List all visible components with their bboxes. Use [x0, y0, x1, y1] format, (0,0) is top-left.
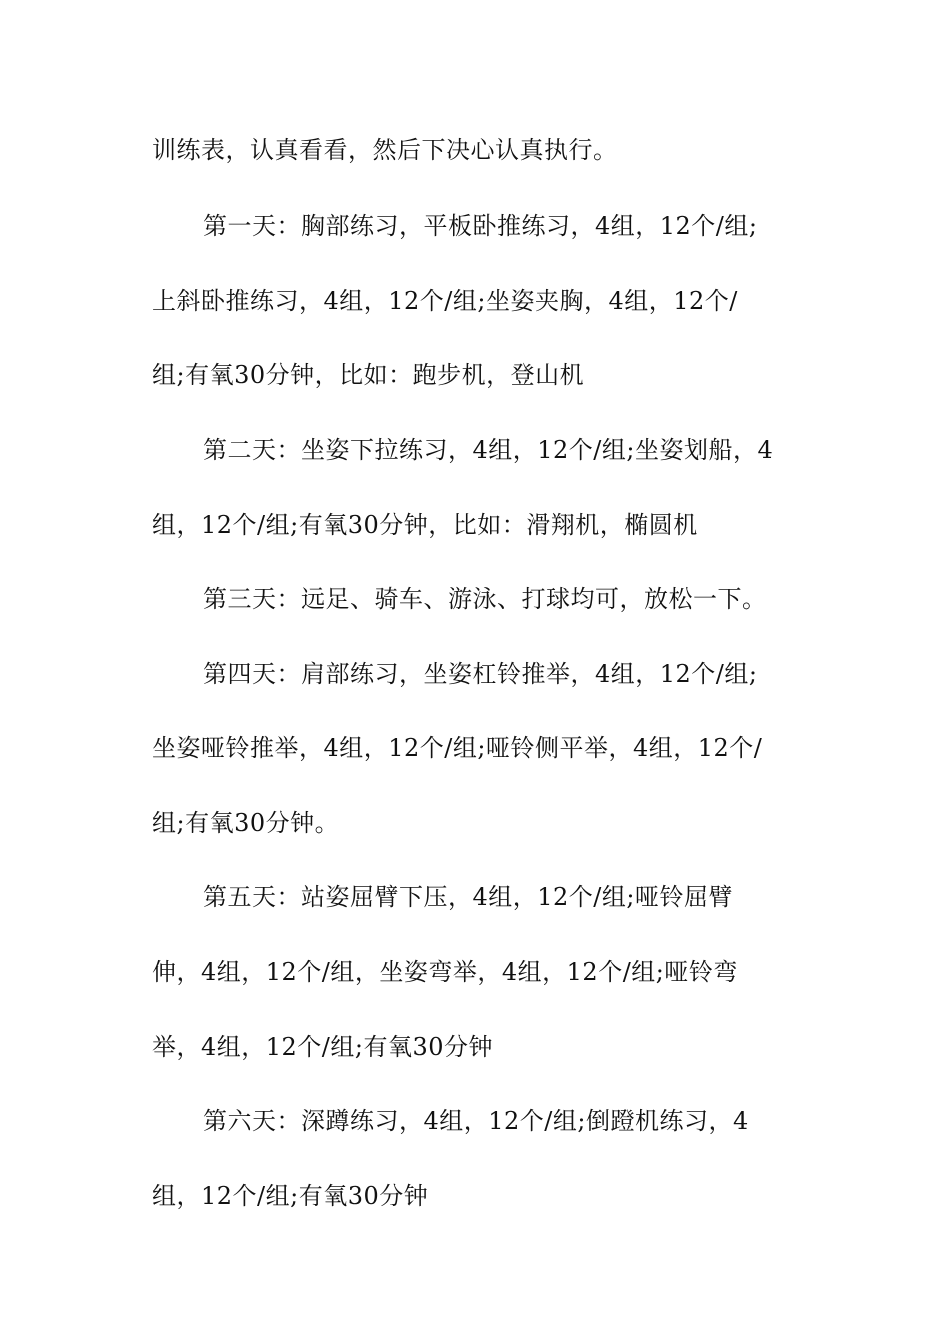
- text-line-day5-end: 举，4组，12个/组;有氧30分钟: [152, 1033, 494, 1061]
- text-line-day2-end: 组，12个/组;有氧30分钟，比如：滑翔机，椭圆机: [152, 511, 698, 539]
- text-line-day2-start: 第二天：坐姿下拉练习，4组，12个/组;坐姿划船，4: [203, 436, 774, 464]
- text-line-day4-start: 第四天：肩部练习，坐姿杠铃推举，4组，12个/组;: [203, 660, 758, 688]
- text-line-day3: 第三天：远足、骑车、游泳、打球均可，放松一下。: [203, 585, 767, 613]
- text-line-day1-end: 组;有氧30分钟，比如：跑步机，登山机: [152, 361, 585, 389]
- text-line-day1-cont: 上斜卧推练习，4组，12个/组;坐姿夹胸，4组，12个/: [152, 287, 738, 315]
- text-line-intro-end: 训练表，认真看看，然后下决心认真执行。: [152, 136, 618, 164]
- text-line-day6-start: 第六天：深蹲练习，4组，12个/组;倒蹬机练习，4: [203, 1107, 749, 1135]
- text-line-day1-start: 第一天：胸部练习，平板卧推练习，4组，12个/组;: [203, 212, 758, 240]
- text-line-day4-cont: 坐姿哑铃推举，4组，12个/组;哑铃侧平举，4组，12个/: [152, 734, 763, 762]
- text-line-day5-cont: 伸，4组，12个/组，坐姿弯举，4组，12个/组;哑铃弯: [152, 958, 738, 986]
- text-line-day5-start: 第五天：站姿屈臂下压，4组，12个/组;哑铃屈臂: [203, 883, 733, 911]
- text-line-day4-end: 组;有氧30分钟。: [152, 809, 340, 837]
- text-line-day6-end: 组，12个/组;有氧30分钟: [152, 1182, 429, 1210]
